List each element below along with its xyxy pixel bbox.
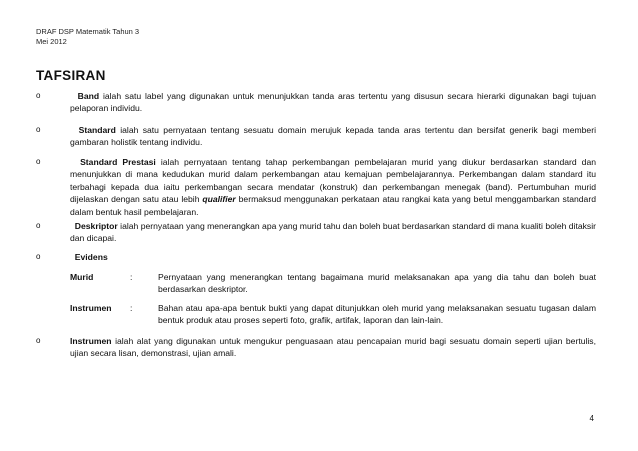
- evidens-colon: :: [130, 303, 133, 313]
- term-definition: ialah satu label yang digunakan untuk menunjukkan tanda aras tertentu yang disusun secara hierarki digunakan bagi tujuan pelaporan individu.: [70, 91, 596, 114]
- bullet-icon: o: [36, 252, 41, 261]
- term-definition-part-1: ialah pernyataan tentang tahap perkembangan pembelajaran murid yang diukur berdasarkan standard dan menunjukkan di mana kedudukan murid dalam perkembangan atau kemajuan pembelajarannya. Perkembangan dalam standard itu terbahagi kepada dua iaitu perkembangan secara mendatar (konstruk) dan perkembangan menegak (band). Pertumbuhan murid dijelaskan dengan satu atau lebih: [70, 157, 597, 205]
- bullet-icon: o: [36, 91, 41, 100]
- list-item-standard: [36, 124, 596, 149]
- header-line-1: DRAF DSP Matematik Tahun 3: [36, 27, 140, 36]
- item-body: [70, 335, 596, 360]
- page-title: TAFSIRAN: [36, 68, 106, 83]
- evidens-term: Murid: [70, 272, 94, 282]
- item-body: [70, 220, 596, 245]
- term-label: Band: [77, 91, 100, 101]
- item-body: [70, 90, 596, 115]
- bullet-icon: o: [36, 221, 41, 230]
- list-item-evidens: [36, 251, 596, 263]
- evidens-description: Pernyataan yang menerangkan tentang bagaimana murid melaksanakan apa yang dia tahu dan boleh buat berdasarkan deskriptor.: [158, 272, 596, 295]
- term-label: Evidens: [74, 252, 108, 262]
- bullet-icon: o: [36, 125, 41, 134]
- term-label: Standard Prestasi: [80, 157, 156, 167]
- item-body: [70, 124, 596, 149]
- term-definition: ialah alat yang digunakan untuk mengukur penguasaan atau pencapaian murid bagi sesuatu domain seperti ujian bertulis, ujian secara lisan, demonstrasi, ujian amali.: [70, 336, 596, 359]
- term-definition-part-2: bermaksud menggunakan perkataan atau rangkai kata yang betul menggambarkan standard dalam bentuk hasil pembelajaran.: [70, 194, 596, 217]
- term-definition: ialah pernyataan yang menerangkan apa yang murid tahu dan boleh buat berdasarkan standard di mana kualiti boleh ditaksir dan dicapai.: [70, 221, 596, 244]
- bullet-icon: o: [36, 336, 41, 345]
- page-number: 4: [589, 414, 594, 423]
- list-item-band: [36, 90, 596, 115]
- qualifier-emphasis: qualifier: [202, 194, 236, 205]
- term-label: Standard: [78, 125, 116, 135]
- term-definition: ialah satu pernyataan tentang sesuatu domain merujuk kepada tanda aras tertentu dan bersifat generik bagi memberi gambaran holistik tentang individu.: [70, 125, 596, 148]
- evidens-description: Bahan atau apa-apa bentuk bukti yang dapat ditunjukkan oleh murid yang melaksanakan sesuatu tugasan dalam bentuk produk atau proses seperti foto, grafik, artifak, laporan dan lain-lain.: [158, 303, 596, 326]
- term-label: Deskriptor: [74, 221, 118, 231]
- list-item-deskriptor: [36, 220, 596, 245]
- evidens-colon: :: [130, 272, 133, 282]
- header-line-2: Mei 2012: [36, 37, 67, 46]
- document-header: [36, 27, 139, 47]
- bullet-icon: o: [36, 157, 41, 166]
- list-item-instrumen: [36, 335, 596, 360]
- list-item-standard-prestasi: [36, 156, 596, 218]
- term-label: Instrumen: [70, 336, 112, 346]
- item-body: [70, 251, 596, 263]
- evidens-term: Instrumen: [70, 303, 112, 313]
- item-body: [70, 156, 596, 218]
